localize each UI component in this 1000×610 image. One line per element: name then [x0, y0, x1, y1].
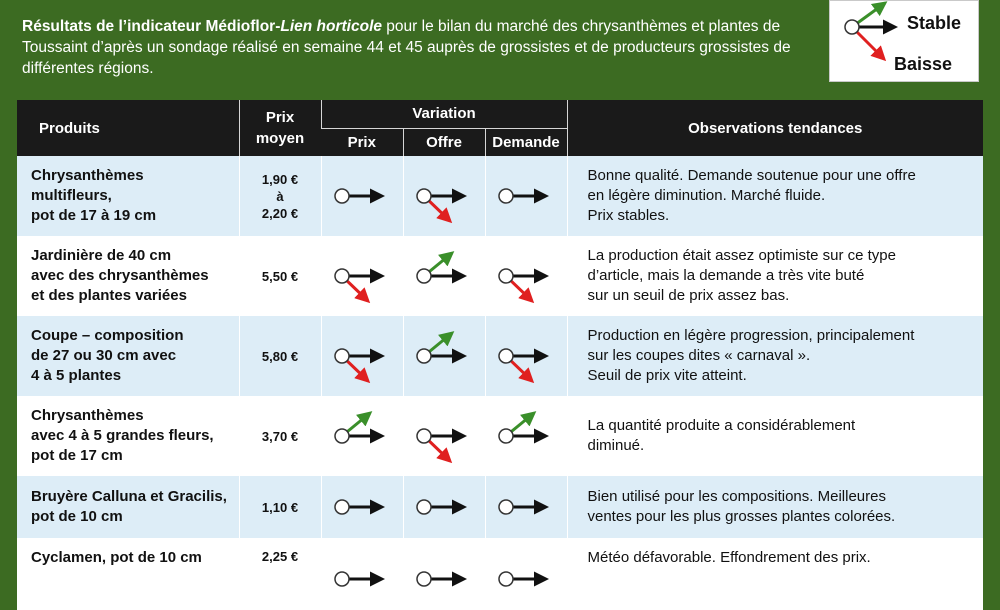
variation-prix-cell: [321, 396, 403, 476]
trend-stable-icon: [494, 476, 558, 538]
trend-stable-icon: [330, 548, 394, 610]
variation-offre-cell: [403, 396, 485, 476]
trend-stable-baisse-icon: [412, 405, 476, 467]
trend-hausse-stable-icon: [330, 405, 394, 467]
price-cell: [239, 538, 321, 610]
product-line: Chrysanthèmes: [31, 407, 144, 424]
product-line: pot de 10 cm: [31, 508, 123, 525]
variation-offre-cell: [403, 538, 485, 610]
market-table: [17, 100, 983, 610]
variation-prix-cell: [321, 156, 403, 236]
legend-baisse-label: Baisse: [894, 54, 953, 74]
observation-cell: [567, 396, 983, 476]
legend-box: [829, 0, 979, 82]
product-line: multifleurs,: [31, 187, 112, 204]
observation-line: Bien utilisé pour les compositions. Meilleures: [587, 488, 886, 505]
price-line: 1,90 €: [261, 171, 299, 187]
trend-stable-baisse-icon: [330, 245, 394, 307]
trend-stable-icon: [494, 548, 558, 610]
product-line: de 27 ou 30 cm avec: [31, 347, 177, 364]
observation-line: Seuil de prix vite atteint.: [587, 367, 747, 384]
product-cell: [17, 236, 239, 316]
product-line: pot de 17 cm: [31, 447, 123, 464]
trend-stable-icon: [494, 165, 558, 227]
price-line: à: [276, 188, 284, 204]
trend-stable-icon: [412, 548, 476, 610]
product-cell: [17, 538, 239, 610]
trend-stable-icon: [412, 476, 476, 538]
observation-cell: [567, 236, 983, 316]
price-line: 1,10 €: [261, 499, 299, 515]
variation-demande-cell: [485, 396, 567, 476]
observation-line: Production en légère progression, principalement: [587, 327, 915, 344]
price-line: 3,70 €: [261, 428, 299, 444]
observation-line: en légère diminution. Marché fluide.: [587, 187, 826, 204]
price-cell: [239, 156, 321, 236]
observation-line: Prix stables.: [587, 207, 670, 224]
product-line: 4 à 5 plantes: [31, 367, 122, 384]
table-row: [17, 316, 983, 396]
observation-cell: [567, 156, 983, 236]
product-line: Cyclamen, pot de 10 cm: [31, 549, 202, 566]
price-cell: [239, 396, 321, 476]
price-line: 5,80 €: [261, 348, 299, 364]
variation-offre-cell: [403, 476, 485, 538]
observation-line: La quantité produite a considérablement: [587, 417, 856, 434]
product-line: avec des chrysanthèmes: [31, 267, 209, 284]
observation-line: diminué.: [587, 437, 645, 454]
intro-text: [22, 16, 792, 79]
trend-hausse-stable-icon: [412, 245, 476, 307]
product-line: et des plantes variées: [31, 287, 187, 304]
table-row: [17, 156, 983, 236]
variation-demande-cell: [485, 316, 567, 396]
variation-prix-cell: [321, 316, 403, 396]
variation-demande-cell: [485, 476, 567, 538]
product-line: Chrysanthèmes: [31, 167, 144, 184]
header-prix-moyen-label: Prix moyen: [255, 109, 305, 147]
observation-line: Météo défavorable. Effondrement des prix.: [587, 549, 871, 566]
header-produits: Produits: [17, 100, 239, 156]
price-cell: [239, 316, 321, 396]
header-variation: Variation: [321, 100, 567, 128]
variation-prix-cell: [321, 538, 403, 610]
product-line: Bruyère Calluna et Gracilis,: [31, 488, 227, 505]
variation-offre-cell: [403, 316, 485, 396]
variation-demande-cell: [485, 156, 567, 236]
product-cell: [17, 156, 239, 236]
table-row: [17, 396, 983, 476]
header-demande: Demande: [485, 128, 567, 156]
trend-stable-baisse-icon: [494, 245, 558, 307]
product-line: avec 4 à 5 grandes fleurs,: [31, 427, 214, 444]
observation-cell: [567, 476, 983, 538]
price-line: 5,50 €: [261, 268, 299, 284]
intro-title: Résultats de l’indicateur Médioflor-: [22, 18, 281, 35]
product-cell: [17, 316, 239, 396]
header-prix: Prix: [321, 128, 403, 156]
price-line: 2,20 €: [261, 205, 299, 221]
intro-publication: Lien horticole: [280, 18, 382, 35]
trend-stable-icon: [330, 476, 394, 538]
observation-line: La production était assez optimiste sur ce type: [587, 247, 896, 264]
trend-hausse-stable-icon: [412, 325, 476, 387]
trend-hausse-stable-icon: [494, 405, 558, 467]
header-prix-moyen: [239, 100, 321, 156]
trend-stable-baisse-icon: [412, 165, 476, 227]
observation-line: Bonne qualité. Demande soutenue pour une offre: [587, 167, 916, 184]
variation-prix-cell: [321, 476, 403, 538]
header-observations: Observations tendances: [567, 100, 983, 156]
product-line: Jardinière de 40 cm: [31, 247, 172, 264]
observation-line: sur les coupes dites « carnaval ».: [587, 347, 811, 364]
trend-stable-icon: [330, 165, 394, 227]
observation-cell: [567, 316, 983, 396]
product-line: Coupe – composition: [31, 327, 184, 344]
table-row: [17, 236, 983, 316]
price-line: 2,25 €: [261, 549, 299, 564]
observation-line: d’article, mais la demande a très vite buté: [587, 267, 865, 284]
product-cell: [17, 396, 239, 476]
variation-offre-cell: [403, 236, 485, 316]
legend-stable-label: Stable: [907, 13, 962, 33]
header-offre: Offre: [403, 128, 485, 156]
table-row: [17, 538, 983, 610]
price-cell: [239, 236, 321, 316]
variation-demande-cell: [485, 538, 567, 610]
observation-line: sur un seuil de prix assez bas.: [587, 287, 790, 304]
observation-line: ventes pour les plus grosses plantes colorées.: [587, 508, 896, 525]
product-cell: [17, 476, 239, 538]
variation-demande-cell: [485, 236, 567, 316]
intro-description: pour le bilan du marché des chrysanthèmes et plantes de Toussaint d’après un sondage réalisé en semaine 44 et 45 auprès de grossistes et de producteurs grossistes de différentes régions.: [22, 18, 791, 77]
table-row: [17, 476, 983, 538]
variation-offre-cell: [403, 156, 485, 236]
trend-stable-baisse-icon: [494, 325, 558, 387]
product-line: pot de 17 à 19 cm: [31, 207, 157, 224]
observation-cell: [567, 538, 983, 610]
price-cell: [239, 476, 321, 538]
trend-stable-baisse-icon: [330, 325, 394, 387]
variation-prix-cell: [321, 236, 403, 316]
